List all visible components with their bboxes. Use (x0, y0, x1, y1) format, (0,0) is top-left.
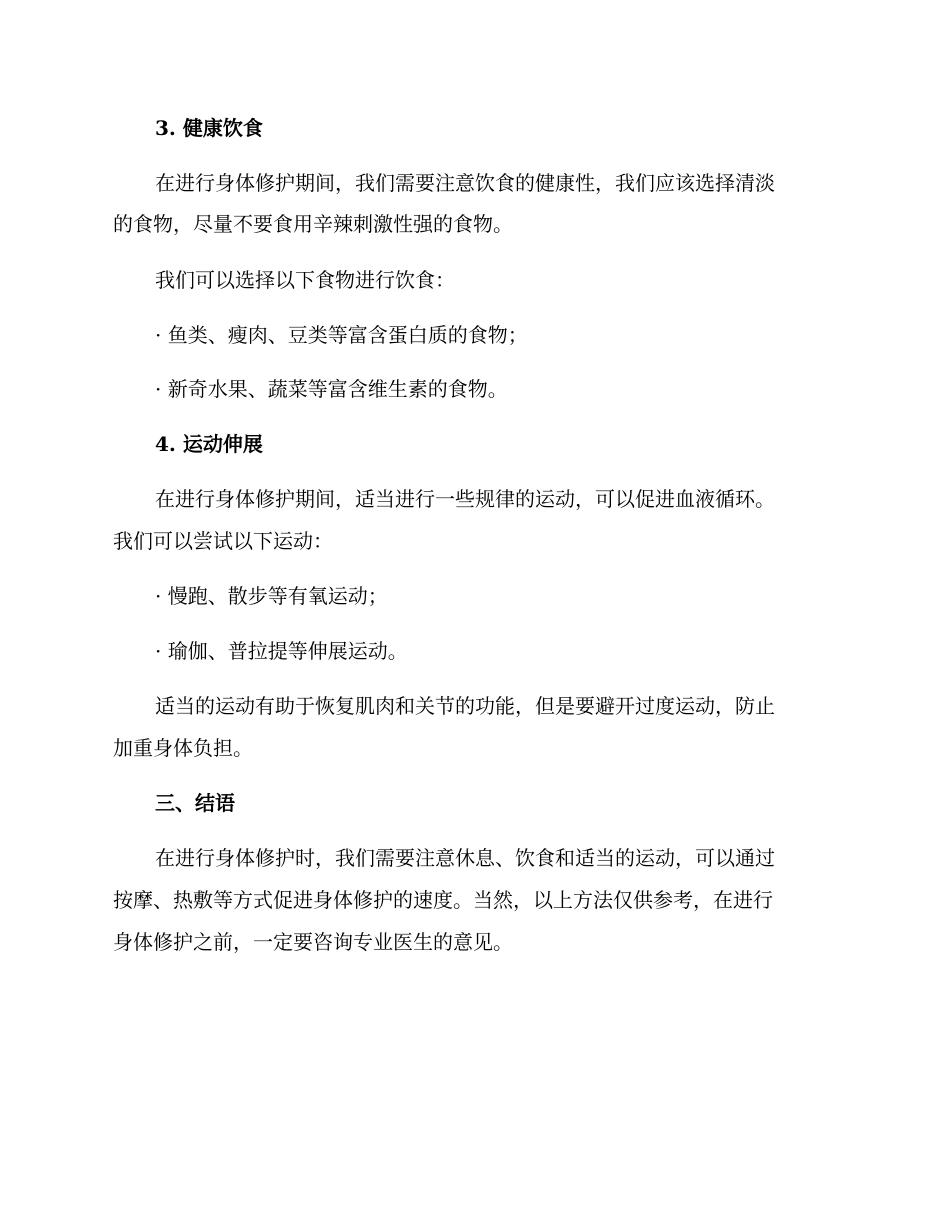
paragraph-line: 在进行身体修护期间，适当进行一些规律的运动，可以促进血液循环。 (155, 487, 775, 511)
paragraph-line: 适当的运动有助于恢复肌肉和关节的功能，但是要避开过度运动，防止 (155, 694, 775, 718)
paragraph-line: 的食物，尽量不要食用辛辣刺激性强的食物。 (113, 212, 513, 236)
paragraph-line: 加重身体负担。 (113, 736, 253, 760)
section-heading-healthy-diet: 3. 健康饮食 (155, 116, 263, 140)
section-heading-exercise: 4. 运动伸展 (155, 432, 263, 456)
paragraph-line: 我们可以选择以下食物进行饮食： (155, 268, 455, 292)
bullet-item: · 瑜伽、普拉提等伸展运动。 (155, 639, 408, 663)
paragraph-line: 我们可以尝试以下运动： (113, 529, 333, 553)
paragraph-line: 在进行身体修护期间，我们需要注意饮食的健康性，我们应该选择清淡 (155, 171, 775, 195)
paragraph-line: 在进行身体修护时，我们需要注意休息、饮食和适当的运动，可以通过 (155, 846, 775, 870)
paragraph-line: 身体修护之前，一定要咨询专业医生的意见。 (113, 930, 513, 954)
bullet-item: · 鱼类、瘦肉、豆类等富含蛋白质的食物； (155, 323, 528, 347)
section-heading-conclusion: 三、结语 (155, 791, 235, 815)
bullet-item: · 慢跑、散步等有氧运动； (155, 584, 388, 608)
bullet-item: · 新奇水果、蔬菜等富含维生素的食物。 (155, 377, 508, 401)
paragraph-line: 按摩、热敷等方式促进身体修护的速度。当然，以上方法仅供参考，在进行 (113, 888, 773, 912)
